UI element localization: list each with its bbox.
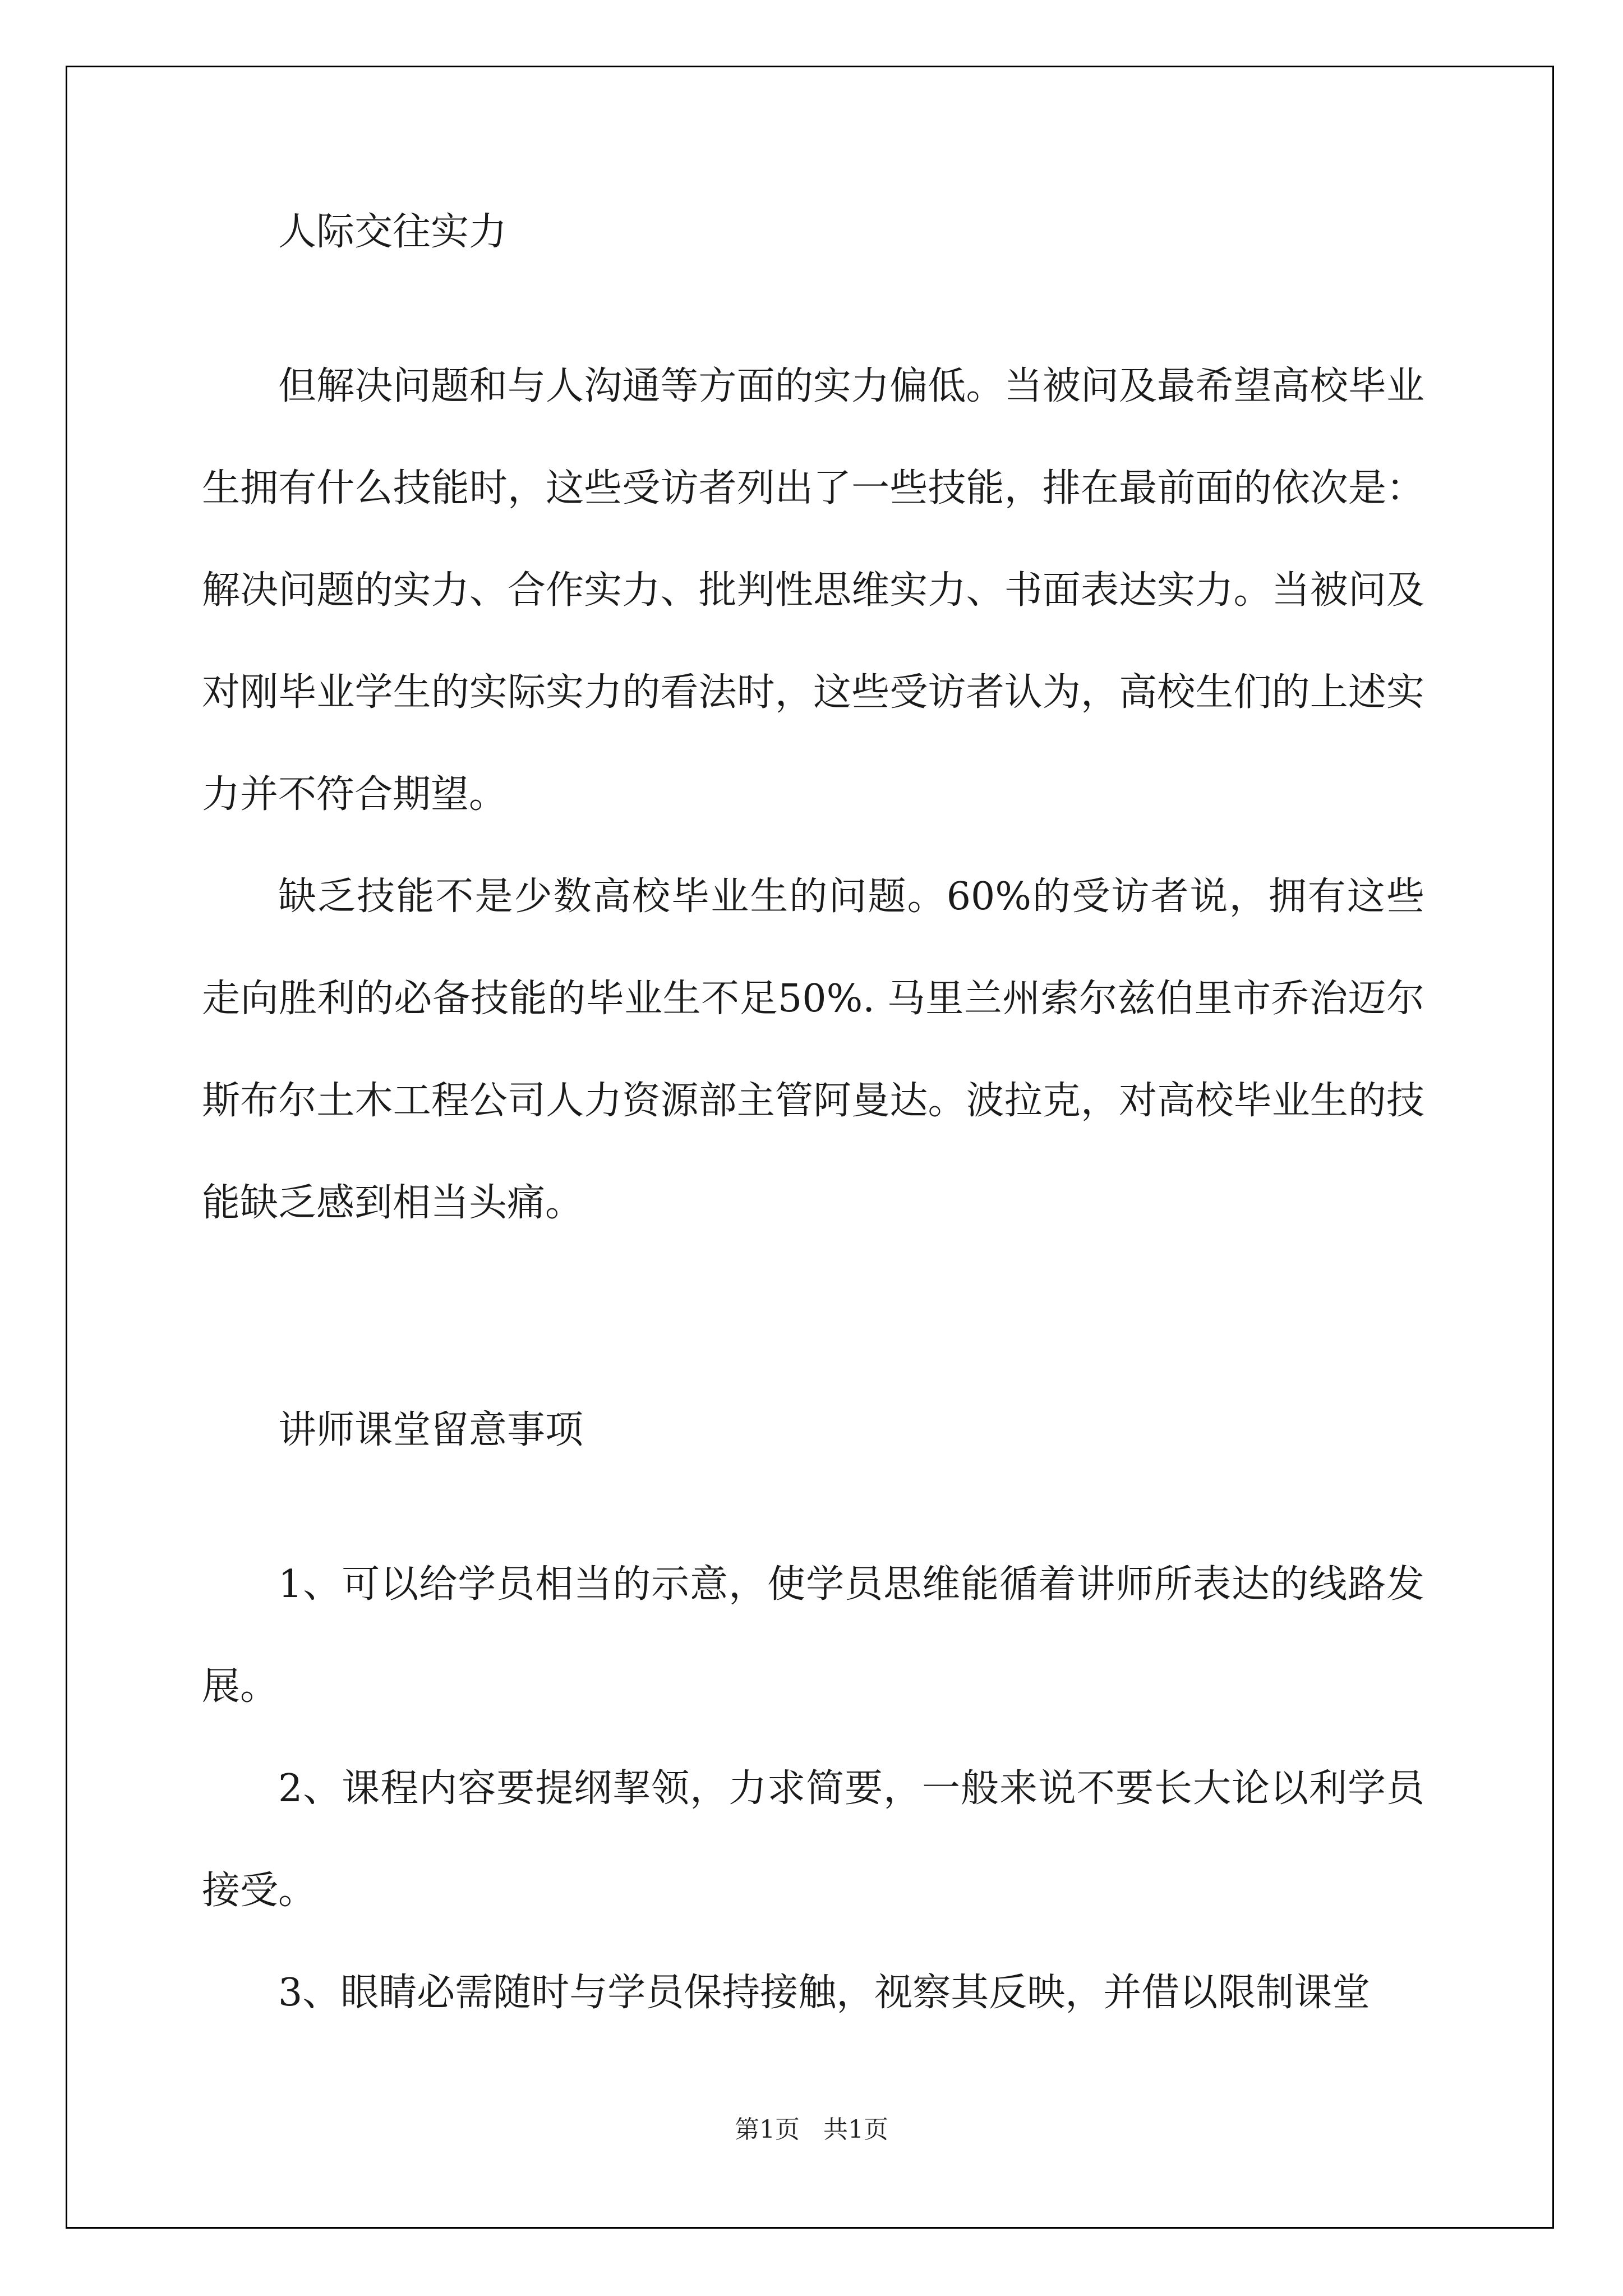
page-footer: [0, 2109, 1623, 2145]
paragraph: 3、眼睛必需随时与学员保持接触，视察其反映，并借以限制课堂: [278, 1971, 1371, 2015]
document-body: [202, 210, 1424, 2044]
paragraph: 但解决问题和与人沟通等方面的实力偏低。当被问及最希望高校毕业生拥有什么技能时，这些受访者列出了一些技能，排在最前面的依次是：解决问题的实力、合作实力、批判性思维实力、书面表达实力。当被问及对刚毕业学生的实际实力的看法时，这些受访者认为，高校生们的上述实力并不符合期望。: [202, 364, 1424, 817]
section-title: 人际交往实力: [278, 210, 508, 254]
section-gap: [202, 1254, 1424, 1400]
section-title: 讲师课堂留意事项: [278, 1408, 584, 1452]
paragraph: 缺乏技能不是少数高校毕业生的问题。60%的受访者说，拥有这些走向胜利的必备技能的毕业生不足50%. 马里兰州索尔兹伯里市乔治迈尔斯布尔土木工程公司人力资源部主管阿曼达。波拉克，对高校毕业生的技能缺乏感到相当头痛。: [202, 875, 1424, 1225]
paragraph: 2、课程内容要提纲挈领，力求简要，一般来说不要长大论以利学员接受。: [202, 1766, 1424, 1913]
page-number: 第1页: [735, 2115, 800, 2144]
paragraph: 1、可以给学员相当的示意，使学员思维能循着讲师所表达的线路发展。: [202, 1562, 1424, 1709]
page-total: 共1页: [823, 2115, 888, 2144]
